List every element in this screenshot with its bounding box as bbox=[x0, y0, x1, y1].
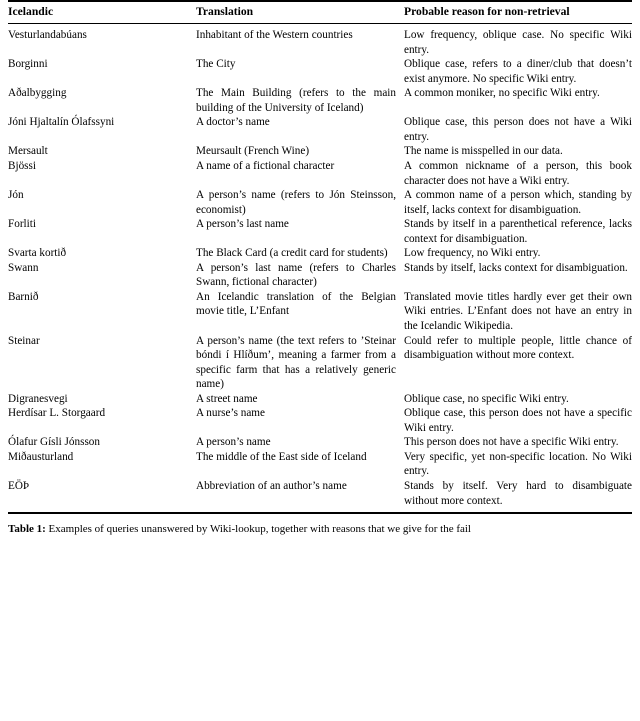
cell-icelandic: Ólafur Gísli Jónsson bbox=[8, 436, 100, 449]
column-header-translation: Translation bbox=[196, 1, 404, 23]
table-row bbox=[8, 334, 632, 392]
cell-translation: The middle of the East side of Iceland bbox=[196, 450, 367, 463]
table-row bbox=[8, 450, 632, 479]
table-row bbox=[8, 290, 632, 334]
cell-icelandic: EÖÞ bbox=[8, 480, 30, 492]
caption-text: Examples of queries unanswered by Wiki-lookup, together with reasons that we give for the fail bbox=[48, 523, 471, 536]
cell-translation: The City bbox=[196, 58, 236, 71]
cell-icelandic: Bjössi bbox=[8, 159, 36, 172]
cell-icelandic: Steinar bbox=[8, 334, 40, 347]
cell-translation: A nurse’s name bbox=[196, 407, 265, 420]
cell-reason: Low frequency, oblique case. No specific Wiki entry. bbox=[404, 29, 632, 56]
table-header bbox=[8, 1, 632, 23]
table-row bbox=[8, 406, 632, 435]
table-body bbox=[8, 23, 632, 512]
table-row bbox=[8, 261, 632, 290]
cell-translation: A person’s name bbox=[196, 436, 271, 449]
cell-icelandic: Jón bbox=[8, 189, 24, 202]
cell-reason: Stands by itself in a parenthetical reference, lacks context for disambiguation. bbox=[404, 218, 632, 245]
non-retrieval-examples-table bbox=[8, 0, 632, 512]
cell-translation: Abbreviation of an author’s name bbox=[196, 480, 347, 492]
cell-reason: Translated movie titles hardly ever get their own Wiki entries. L’Enfant does not have an entry in the Icelandic Wikipedia. bbox=[404, 290, 632, 332]
cell-icelandic: Swann bbox=[8, 261, 39, 274]
cell-icelandic: Barnið bbox=[8, 290, 39, 303]
cell-icelandic: Aðalbygging bbox=[8, 87, 67, 100]
table-row bbox=[8, 115, 632, 144]
table-row bbox=[8, 57, 632, 86]
cell-translation: Meursault (French Wine) bbox=[196, 145, 310, 158]
cell-icelandic: Mersault bbox=[8, 145, 48, 158]
cell-translation: A person’s last name bbox=[196, 218, 289, 231]
column-header-reason: Probable reason for non-retrieval bbox=[404, 1, 632, 23]
cell-icelandic: Svarta kortið bbox=[8, 247, 67, 260]
table-row bbox=[8, 188, 632, 217]
cell-reason: A common moniker, no specific Wiki entry. bbox=[404, 87, 600, 100]
table-row bbox=[8, 23, 632, 57]
table-caption bbox=[8, 523, 632, 537]
cell-translation: The Main Building (refers to the main building of the University of Iceland) bbox=[196, 87, 396, 114]
cell-icelandic: Forliti bbox=[8, 218, 36, 231]
cell-translation: A doctor’s name bbox=[196, 116, 270, 129]
cell-translation: A person’s last name (refers to Charles Swann, fictional character) bbox=[196, 261, 396, 289]
cell-icelandic: Borginni bbox=[8, 58, 48, 71]
cell-reason: Stands by itself, lacks context for disambiguation. bbox=[404, 261, 628, 274]
cell-translation: A person’s name (refers to Jón Steinsson, economist) bbox=[196, 189, 396, 216]
table-header-row bbox=[8, 1, 632, 23]
table-row bbox=[8, 392, 632, 407]
column-header-icelandic: Icelandic bbox=[8, 1, 196, 23]
cell-translation: A street name bbox=[196, 392, 258, 405]
table-row bbox=[8, 217, 632, 246]
cell-translation: An Icelandic translation of the Belgian movie title, L’Enfant bbox=[196, 290, 396, 318]
table-row bbox=[8, 159, 632, 188]
table-row bbox=[8, 435, 632, 450]
cell-reason: Oblique case, this person does not have a Wiki entry. bbox=[404, 116, 632, 143]
cell-reason: Low frequency, no Wiki entry. bbox=[404, 247, 541, 260]
cell-reason: Oblique case, this person does not have a specific Wiki entry. bbox=[404, 407, 632, 434]
cell-reason: Oblique case, refers to a diner/club that doesn’t exist anymore. No specific Wiki entry. bbox=[404, 58, 632, 85]
table-bottom-rule bbox=[8, 512, 632, 514]
cell-translation: A name of a fictional character bbox=[196, 159, 335, 172]
cell-translation: The Black Card (a credit card for students) bbox=[196, 247, 388, 260]
cell-icelandic: Digranesvegi bbox=[8, 392, 68, 405]
table-row bbox=[8, 144, 632, 159]
caption-label: Table 1: bbox=[8, 523, 46, 536]
cell-icelandic: Miðausturland bbox=[8, 450, 74, 463]
table-row bbox=[8, 479, 632, 512]
table-row bbox=[8, 246, 632, 261]
cell-reason: This person does not have a specific Wiki entry. bbox=[404, 436, 619, 449]
cell-reason: The name is misspelled in our data. bbox=[404, 145, 563, 158]
cell-reason: A common nickname of a person, this book character does not have a Wiki entry. bbox=[404, 159, 632, 187]
cell-icelandic: Herdísar L. Storgaard bbox=[8, 407, 106, 420]
cell-reason: Oblique case, no specific Wiki entry. bbox=[404, 392, 569, 405]
cell-icelandic: Jóni Hjaltalín Ólafssyni bbox=[8, 116, 115, 129]
cell-icelandic: Vesturlandabúans bbox=[8, 29, 87, 42]
table-row bbox=[8, 86, 632, 115]
cell-reason: Very specific, yet non-specific location. No Wiki entry. bbox=[404, 450, 632, 478]
cell-translation: Inhabitant of the Western countries bbox=[196, 29, 353, 42]
cell-reason: Could refer to multiple people, little chance of disambiguation without more context. bbox=[404, 334, 632, 362]
cell-reason: A common name of a person which, standing by itself, lacks context for disambiguation. bbox=[404, 189, 632, 216]
cell-translation: A person’s name (the text refers to ’Steinar bóndi í Hlíðum’, meaning a farmer from a specific farm that has a relatively generic name) bbox=[196, 334, 396, 391]
cell-reason: Stands by itself. Very hard to disambiguate without more context. bbox=[404, 480, 632, 507]
